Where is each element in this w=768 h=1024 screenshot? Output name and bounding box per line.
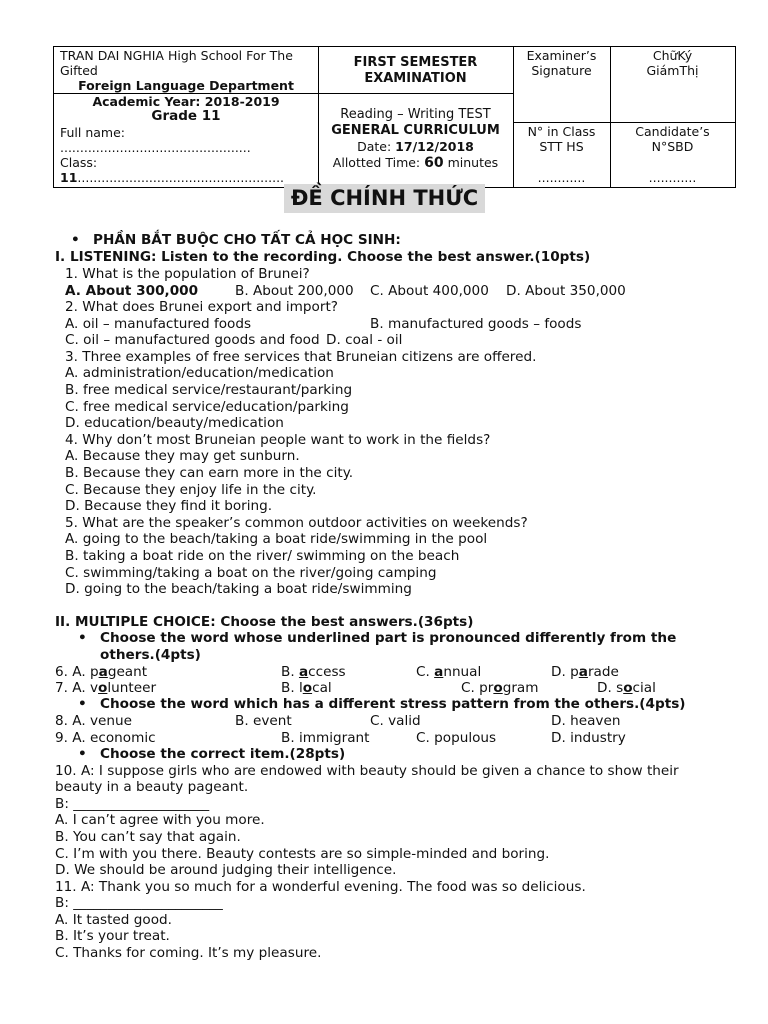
candidate-label-line2: N°SBD <box>651 139 694 154</box>
full-name-label: Full name: <box>60 125 126 140</box>
q1-option-d: D. About 350,000 <box>506 283 626 299</box>
academic-year: Academic Year: 2018-2019 <box>92 94 280 109</box>
pronunciation-heading-line2: others.(4pts) <box>100 647 201 663</box>
question-2: 2. What does Brunei export and import? <box>65 299 338 315</box>
correct-item-heading: • Choose the correct item.(28pts) <box>100 746 345 763</box>
section-listening-heading: I. LISTENING: Listen to the recording. Choose the best answer.(10pts) <box>55 249 591 265</box>
class-number-field[interactable]: ............ <box>537 170 586 185</box>
examiner-label-line2: Signature <box>531 63 592 78</box>
class-field[interactable]: 11.................................................... <box>60 170 285 185</box>
q1-option-b: B. About 200,000 <box>235 283 354 299</box>
class-number-label-line1: N° in Class <box>527 124 596 139</box>
exam-date: Date: 17/12/2018 <box>357 139 474 154</box>
grade: Grade 11 <box>151 108 221 124</box>
q6-option-b: B. access <box>281 664 346 680</box>
q10-option-b: B. You can’t say that again. <box>55 829 241 845</box>
q9-option-a: 9. A. economic <box>55 730 156 746</box>
q5-option-b: B. taking a boat ride on the river/ swimming on the beach <box>65 548 460 564</box>
q4-option-b: B. Because they can earn more in the city. <box>65 465 354 481</box>
q5-option-a: A. going to the beach/taking a boat ride/swimming in the pool <box>65 531 488 547</box>
examiner-label-line1: Examiner’s <box>526 48 597 63</box>
q3-option-b: B. free medical service/restaurant/parking <box>65 382 353 398</box>
question-11: 11. A: Thank you so much for a wonderful evening. The food was so delicious. <box>55 879 586 895</box>
question-4: 4. Why don’t most Bruneian people want to work in the fields? <box>65 432 491 448</box>
q6-option-c: C. annual <box>416 664 482 680</box>
q8-option-b: B. event <box>235 713 292 729</box>
q8-option-d: D. heaven <box>551 713 621 729</box>
question-11-blank[interactable]: B: ______________________ <box>55 895 223 911</box>
q4-option-a: A. Because they may get sunburn. <box>65 448 300 464</box>
department: Foreign Language Department <box>78 78 294 93</box>
q11-option-c: C. Thanks for coming. It’s my pleasure. <box>55 945 322 961</box>
q9-option-b: B. immigrant <box>281 730 370 746</box>
chuky-label-line2: GiámThị <box>646 63 699 78</box>
q9-option-c: C. populous <box>416 730 497 746</box>
q4-option-d: D. Because they find it boring. <box>65 498 273 514</box>
q7-option-c: C. program <box>461 680 539 696</box>
question-1: 1. What is the population of Brunei? <box>65 266 310 282</box>
question-5: 5. What are the speaker’s common outdoor activities on weekends? <box>65 515 528 531</box>
question-10-line1: 10. A: I suppose girls who are endowed with beauty should be given a chance to show their <box>55 763 679 779</box>
pronunciation-heading-line1: • Choose the word whose underlined part is pronounced differently from the <box>100 630 676 647</box>
q4-option-c: C. Because they enjoy life in the city. <box>65 482 317 498</box>
exam-title-line2: EXAMINATION <box>364 71 467 86</box>
q7-option-d: D. social <box>597 680 656 696</box>
q10-option-c: C. I’m with you there. Beauty contests are so simple-minded and boring. <box>55 846 550 862</box>
test-name: Reading – Writing TEST <box>340 107 491 122</box>
q8-option-a: 8. A. venue <box>55 713 132 729</box>
candidate-label-line1: Candidate’s <box>635 124 710 139</box>
question-10-blank[interactable]: B: ____________________ <box>55 796 210 812</box>
q7-option-a: 7. A. volunteer <box>55 680 157 696</box>
q9-option-d: D. industry <box>551 730 626 746</box>
doc-title: ĐỀ CHÍNH THỨC <box>290 186 479 210</box>
q3-option-a: A. administration/education/medication <box>65 365 334 381</box>
full-name-field[interactable]: ................................................ <box>60 140 251 155</box>
q8-option-c: C. valid <box>370 713 421 729</box>
section-multiple-choice-heading: II. MULTIPLE CHOICE: Choose the best answers.(36pts) <box>55 614 474 630</box>
q10-option-d: D. We should be around judging their intelligence. <box>55 862 397 878</box>
chuky-label-line1: ChữKý <box>652 48 693 63</box>
q3-option-d: D. education/beauty/medication <box>65 415 284 431</box>
q1-option-a: A. About 300,000 <box>65 283 199 299</box>
q6-option-a: 6. A. pageant <box>55 664 148 680</box>
q11-option-b: B. It’s your treat. <box>55 928 170 944</box>
compulsory-heading: • PHẦN BẮT BUỘC CHO TẤT CẢ HỌC SINH: <box>93 232 401 249</box>
q2-option-a: A. oil – manufactured foods <box>65 316 252 332</box>
exam-header-table <box>53 46 736 188</box>
q6-option-d: D. parade <box>551 664 619 680</box>
q5-option-c: C. swimming/taking a boat on the river/going camping <box>65 565 437 581</box>
q1-option-c: C. About 400,000 <box>370 283 489 299</box>
q2-option-c: C. oil – manufactured goods and food <box>65 332 320 348</box>
q2-option-b: B. manufactured goods – foods <box>370 316 582 332</box>
exam-title-line1: FIRST SEMESTER <box>353 55 478 70</box>
question-10-line2: beauty in a beauty pageant. <box>55 779 249 795</box>
q11-option-a: A. It tasted good. <box>55 912 172 928</box>
stress-heading: • Choose the word which has a different stress pattern from the others.(4pts) <box>100 696 686 713</box>
school-name: TRAN DAI NGHIA High School For The Gifted <box>60 48 293 78</box>
question-3: 3. Three examples of free services that Bruneian citizens are offered. <box>65 349 537 365</box>
class-label: Class: <box>60 155 98 170</box>
q7-option-b: B. local <box>281 680 332 696</box>
q10-option-a: A. I can’t agree with you more. <box>55 812 265 828</box>
class-number-label-line2: STT HS <box>539 139 584 154</box>
allotted-time: Allotted Time: 60 minutes <box>332 155 499 171</box>
q3-option-c: C. free medical service/education/parking <box>65 399 349 415</box>
q5-option-d: D. going to the beach/taking a boat ride/swimming <box>65 581 412 597</box>
q2-option-d: D. coal - oil <box>326 332 403 348</box>
curriculum: GENERAL CURRICULUM <box>331 123 500 138</box>
candidate-number-field[interactable]: ............ <box>648 170 697 185</box>
